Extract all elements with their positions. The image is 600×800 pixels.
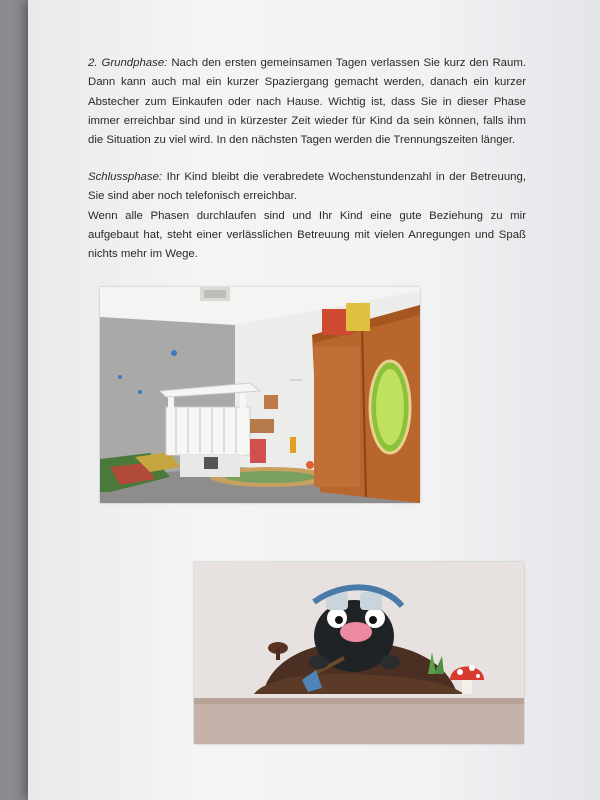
paragraph-grundphase	[88, 54, 526, 150]
paragraph-schlussphase	[88, 168, 526, 264]
grundphase-text: Nach den ersten gemeinsamen Tagen verlassen Sie kurz den Raum. Dann kann auch mal ein kurzer Spaziergang gemacht werden, danach ein kurzer Abstecher zum Einkaufen oder nach Hause. Wichtig ist, dass Sie in dieser Phase immer erreichbar sind und in kürzester Zeit wieder für Kind da sein können, falls ihm die Situation zu viel wird. In den nächsten Tagen werden die Trennungszeiten länger.	[88, 57, 527, 147]
schlussphase-text: Ihr Kind bleibt die verabredete Wochenstundenzahl in der Betreuung, Sie sind aber noch telefonisch erreichbar.	[88, 171, 526, 203]
playroom-photo	[100, 287, 420, 503]
schlussphase-label: Schlussphase:	[88, 171, 163, 183]
grundphase-label: 2. Grundphase:	[88, 57, 168, 69]
mole-decoration-photo	[194, 562, 524, 744]
schlussphase-text-2: Wenn alle Phasen durchlaufen sind und Ihr Kind eine gute Beziehung zu mir aufgebaut hat, steht einer verlässlichen Betreuung mit vielen Anregungen und Spaß nichts mehr im Wege.	[88, 209, 526, 261]
